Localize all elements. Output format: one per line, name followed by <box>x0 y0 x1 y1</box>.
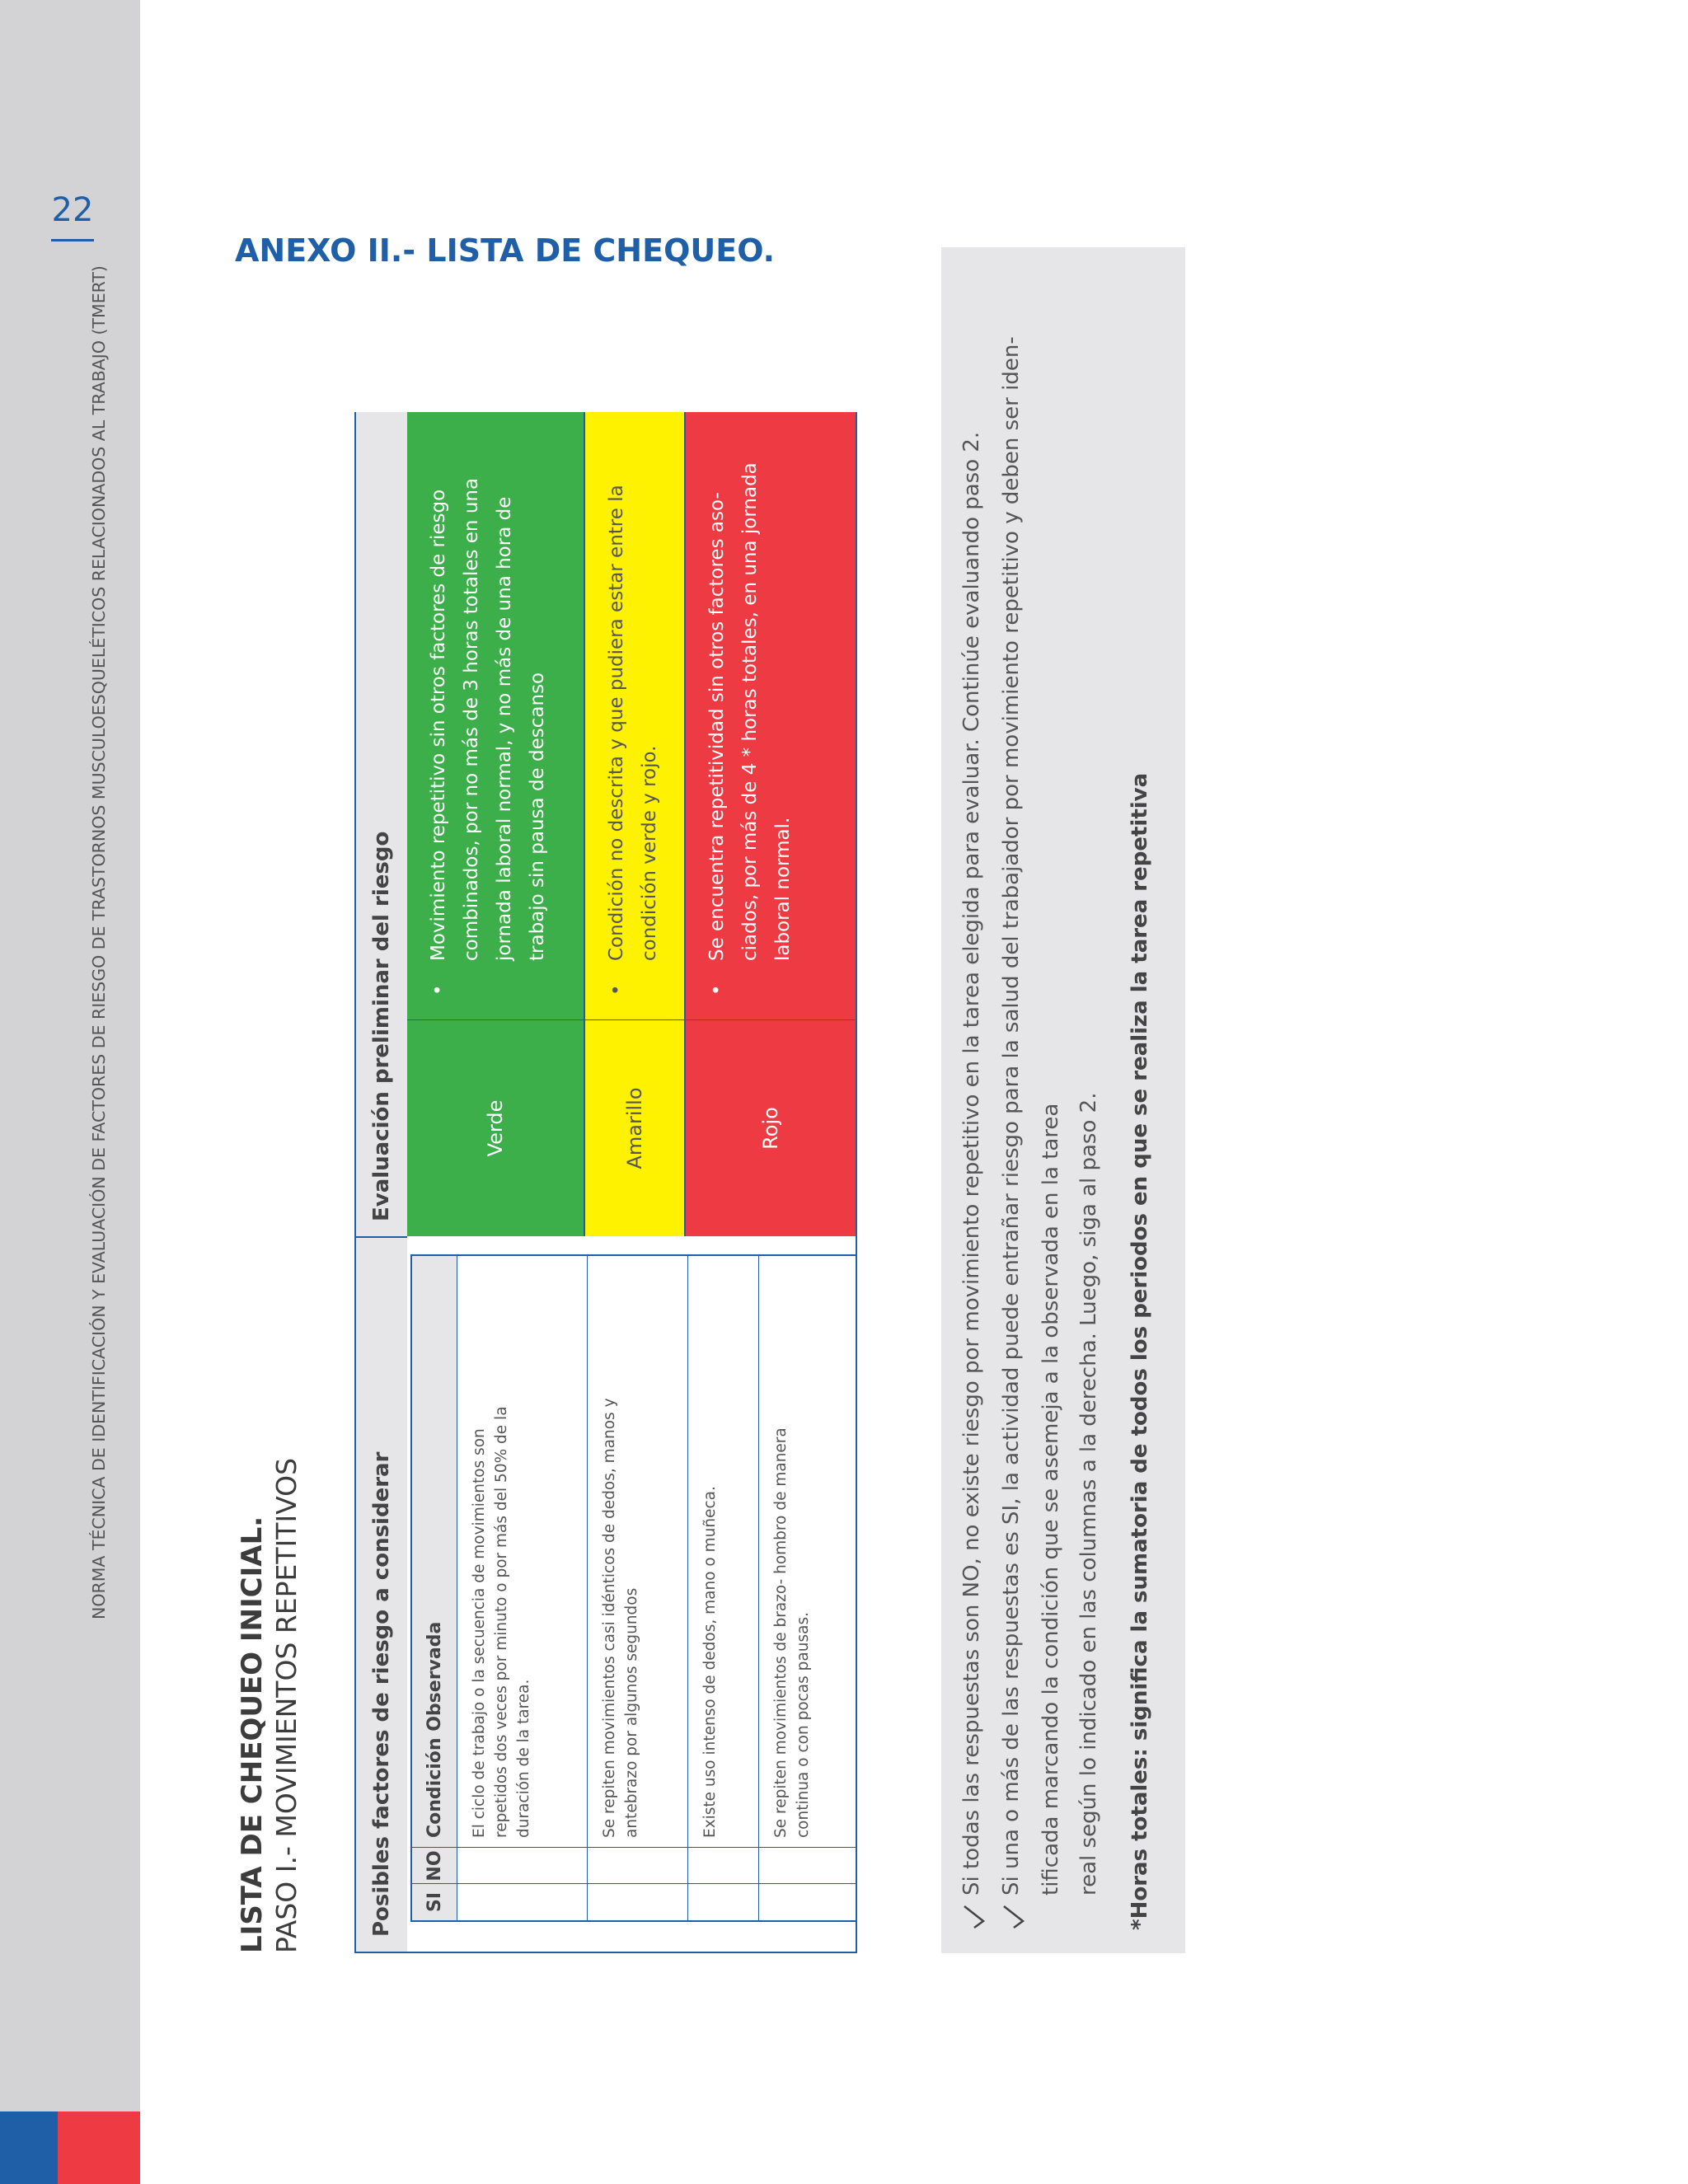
note-line-3: tificada marcando la condición que se asemeja a la observada en la tarea <box>1039 1103 1063 1896</box>
band-line: Movimiento repetitivo sin otros factores de riesgo <box>428 489 449 961</box>
col-condition-header: Condición Observada <box>412 1256 457 1848</box>
page-number: 22 <box>51 191 94 229</box>
band-label-amarillo: Amarillo <box>623 1087 646 1169</box>
note-box <box>941 247 1185 1953</box>
running-header: NORMA TÉCNICA DE IDENTIFICACIÓN Y EVALUACIÓN DE FACTORES DE RIESGO DE TRASTORNOS MUSCULOESQUELÉTICOS RELACIONADOS AL TRABAJO (TMERT) <box>89 265 109 1619</box>
note-line-4: real según lo indicado en las columnas a la derecha. Luego, siga al paso 2. <box>1076 1092 1101 1896</box>
band-line: laboral normal. <box>772 817 794 961</box>
band-verde <box>407 412 584 1236</box>
grid-line <box>587 1256 588 1920</box>
factor-row-line: antebrazo por algunos segundos <box>623 1587 640 1838</box>
band-line: Se encuentra repetitividad sin otros factores aso- <box>706 492 728 961</box>
band-line: jornada laboral normal, y no más de una hora de <box>494 496 515 961</box>
band-label-rojo: Rojo <box>759 1107 782 1150</box>
grid-line <box>687 1256 688 1920</box>
band-line: Condición no descrita y que pudiera estar entre la <box>606 485 627 961</box>
checkmark-icon <box>961 1904 987 1930</box>
band-line: condición verde y rojo. <box>639 745 660 961</box>
left-header: Posibles factores de riesgo a considerar <box>356 1236 407 1952</box>
factor-row-line: continua o con pocas pausas. <box>795 1612 812 1838</box>
grid-line <box>758 1256 759 1920</box>
right-header: Evaluación preliminar del riesgo <box>356 412 407 1236</box>
col-si-header: SI <box>412 1884 457 1920</box>
bullet-icon: • <box>706 984 728 996</box>
flag-red-block <box>58 2111 140 2184</box>
factor-row-line: Se repiten movimientos de brazo- hombro de manera <box>772 1427 790 1838</box>
factor-row-line: duración de la tarea. <box>515 1679 532 1838</box>
flag-blue-block <box>0 2111 58 2184</box>
grid-line <box>407 1019 856 1020</box>
band-label-verde: Verde <box>484 1099 507 1157</box>
factor-row <box>687 1256 758 1848</box>
factor-row <box>587 1256 687 1848</box>
rotated-content <box>231 206 1236 1953</box>
factor-row-line: repetidos dos veces por minuto o por más del 50% de la <box>493 1406 510 1838</box>
note-line-1: Si todas las respuestas son NO, no existe riesgo por movimiento repetitivo en la tarea elegida para evaluar. Continúe evaluando paso 2. <box>959 431 984 1896</box>
factor-row-line: El ciclo de trabajo o la secuencia de movimientos son <box>471 1428 488 1838</box>
factor-row-line: Se repiten movimientos casi idénticos de dedos, manos y <box>601 1398 618 1838</box>
bullet-icon: • <box>606 984 627 996</box>
band-amarillo <box>584 412 684 1236</box>
grid-line <box>412 1847 856 1848</box>
sidebar-strip <box>0 0 140 2184</box>
list-title: LISTA DE CHEQUEO INICIAL. <box>236 1516 269 1953</box>
band-line: combinados, por no más de 3 horas totales en una <box>461 477 482 961</box>
band-text-amarillo <box>585 414 666 1020</box>
checkmark-icon <box>1001 1904 1027 1930</box>
band-line: ciados, por más de 4 * horas totales, en una jornada <box>739 462 761 961</box>
band-rojo <box>684 412 856 1236</box>
note-line-2: Si una o más de las respuestas es SI, la actividad puede entrañar riesgo para la salud del trabajador por movimiento repetitivo y deben ser iden- <box>999 336 1024 1896</box>
bullet-icon: • <box>428 984 449 996</box>
annex-title: ANEXO II.- LISTA DE CHEQUEO. <box>235 232 776 269</box>
band-text-rojo <box>686 414 799 1020</box>
band-text-verde <box>407 414 554 1020</box>
list-subtitle: PASO I.- MOVIMIENTOS REPETITIVOS <box>270 1457 302 1953</box>
factor-table <box>410 1254 857 1922</box>
factor-row-line: Existe uso intenso de dedos, mano o muñeca. <box>701 1486 719 1838</box>
factor-row <box>758 1256 856 1848</box>
band-line: trabajo sin pausa de descanso <box>527 672 548 961</box>
factor-row <box>457 1256 587 1848</box>
col-no-header: NO <box>412 1848 457 1884</box>
checklist-table <box>354 412 857 1953</box>
page-number-underline <box>51 239 94 241</box>
note-horas-totales: *Horas totales: significa la sumatoria de todos los periodos en que se realiza la tarea repetitiva <box>1128 772 1152 1930</box>
grid-line <box>412 1883 856 1884</box>
